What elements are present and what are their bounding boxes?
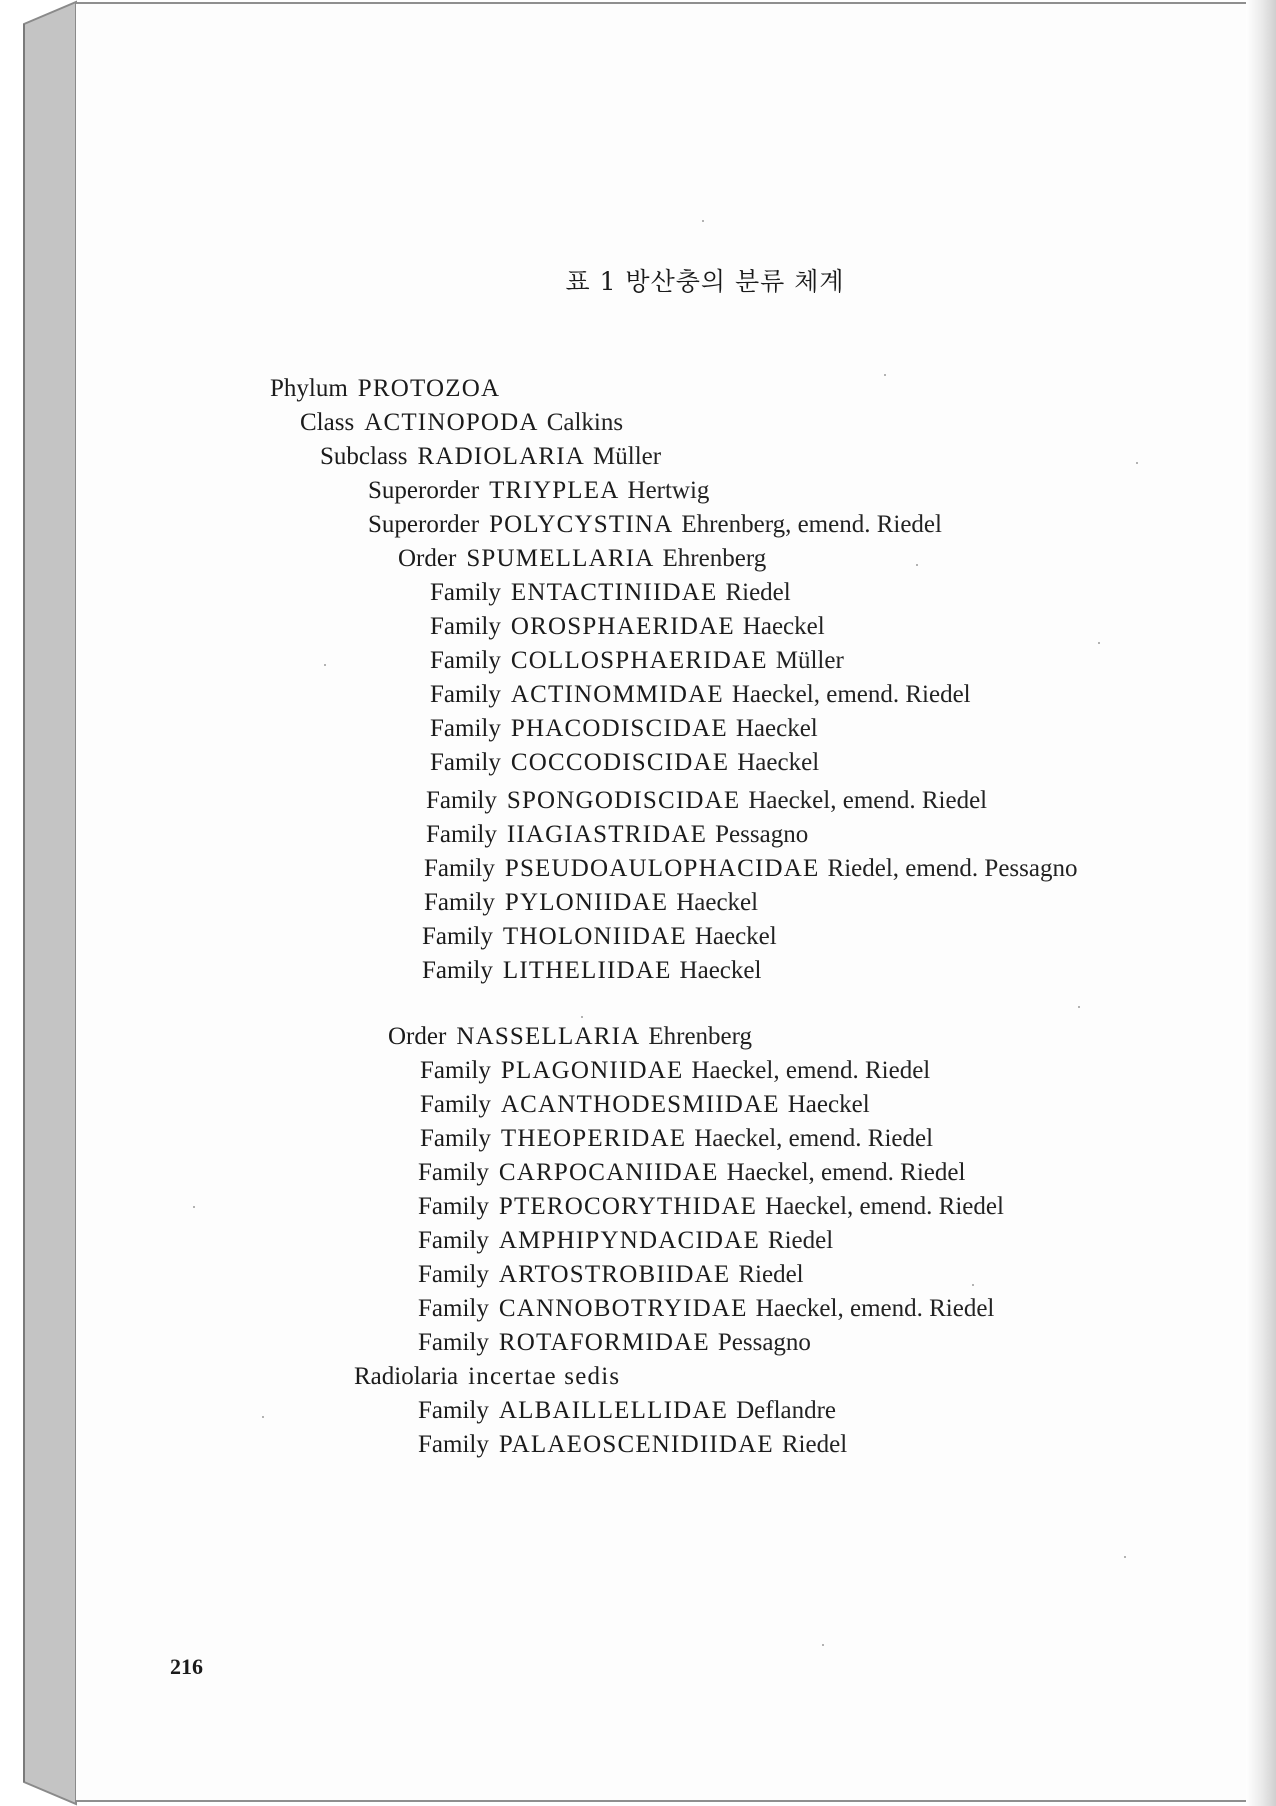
- taxon-rank: Family: [422, 957, 493, 984]
- taxon-rank: Superorder: [368, 477, 480, 504]
- taxon-authority: Riedel, emend. Pessagno: [827, 855, 1078, 882]
- taxon-rank: Family: [420, 1125, 491, 1152]
- taxon-entry: [368, 510, 942, 540]
- taxon-authority: Haeckel: [742, 613, 825, 640]
- table-title: 표 1 방산충의 분류 체계: [565, 267, 845, 296]
- taxon-entry: [430, 680, 971, 710]
- taxon-rank: Family: [418, 1431, 489, 1458]
- taxon-authority: Haeckel, emend. Riedel: [755, 1295, 995, 1322]
- page-number: 216: [170, 1654, 203, 1679]
- taxon-name: SPONGODISCIDAE: [506, 787, 741, 814]
- taxon-name: RADIOLARIA: [417, 443, 586, 470]
- taxon-entry: [418, 1226, 833, 1256]
- taxon-entry: [420, 1056, 930, 1086]
- taxon-authority: Haeckel: [737, 749, 820, 776]
- taxon-name: ROTAFORMIDAE: [498, 1329, 710, 1356]
- taxon-rank: Order: [398, 545, 457, 572]
- taxon-entry: [422, 956, 761, 986]
- taxon-rank: Class: [300, 409, 355, 436]
- taxon-rank: Family: [430, 749, 501, 776]
- taxon-rank: Family: [420, 1057, 491, 1084]
- taxon-rank: Phylum: [270, 375, 348, 402]
- taxon-entry: [418, 1158, 965, 1188]
- taxon-rank: Family: [426, 821, 497, 848]
- taxon-rank: Family: [430, 715, 501, 742]
- taxon-authority: Riedel: [725, 579, 791, 606]
- taxon-entry: [320, 442, 661, 472]
- taxon-rank: Radiolaria: [354, 1363, 459, 1390]
- taxon-name: NASSELLARIA: [456, 1023, 641, 1050]
- taxon-authority: Ehrenberg: [662, 545, 767, 572]
- taxon-name: ARTOSTROBIIDAE: [498, 1261, 731, 1288]
- taxon-name: ACTINOMMIDAE: [510, 681, 724, 708]
- taxon-rank: Family: [418, 1329, 489, 1356]
- taxon-rank: Family: [418, 1261, 489, 1288]
- taxon-entry: [430, 578, 791, 608]
- taxon-authority: Hertwig: [627, 477, 710, 504]
- taxon-name: THOLONIIDAE: [502, 923, 687, 950]
- taxon-entry: [418, 1430, 847, 1460]
- taxon-entry: [426, 820, 808, 850]
- taxon-authority: Riedel: [781, 1431, 848, 1458]
- taxon-authority: Haeckel, emend. Riedel: [726, 1159, 966, 1186]
- taxon-rank: Family: [424, 889, 495, 916]
- taxon-authority: Ehrenberg, emend. Riedel: [681, 511, 942, 538]
- taxon-rank: Family: [418, 1227, 489, 1254]
- taxon-name: PROTOZOA: [357, 375, 501, 402]
- taxon-name: PYLONIIDAE: [504, 889, 669, 916]
- taxon-name: PLAGONIIDAE: [500, 1057, 684, 1084]
- taxon-name: COCCODISCIDAE: [510, 749, 730, 776]
- taxon-name: PHACODISCIDAE: [510, 715, 728, 742]
- taxon-entry: [418, 1328, 811, 1358]
- taxon-authority: Müller: [775, 647, 844, 674]
- taxon-name: THEOPERIDAE: [500, 1125, 687, 1152]
- taxon-authority: Haeckel, emend. Riedel: [765, 1193, 1004, 1220]
- taxon-authority: Pessagno: [717, 1329, 811, 1356]
- taxon-authority: Müller: [593, 443, 662, 470]
- taxon-entry: [430, 612, 825, 642]
- taxon-rank: Family: [430, 647, 501, 674]
- taxon-authority: Haeckel: [735, 715, 818, 742]
- taxon-name: OROSPHAERIDAE: [510, 613, 735, 640]
- taxon-entry: [430, 714, 818, 744]
- taxon-authority: Haeckel: [679, 957, 762, 984]
- taxon-rank: Family: [418, 1397, 489, 1424]
- taxon-entry: [418, 1294, 994, 1324]
- taxon-rank: Family: [420, 1091, 491, 1118]
- taxon-name: PALAEOSCENIDIIDAE: [498, 1431, 774, 1458]
- taxon-rank: Family: [430, 681, 501, 708]
- taxon-entry: [430, 646, 844, 676]
- taxon-name: IIAGIASTRIDAE: [506, 821, 708, 848]
- taxon-entry: [398, 544, 766, 574]
- taxon-name: incertae sedis: [468, 1363, 621, 1390]
- taxon-rank: Superorder: [368, 511, 480, 538]
- taxon-rank: Family: [426, 787, 497, 814]
- taxon-name: LITHELIIDAE: [502, 957, 672, 984]
- taxon-authority: Calkins: [546, 409, 624, 436]
- taxon-entry: [270, 374, 508, 404]
- taxon-rank: Family: [424, 855, 495, 882]
- taxon-name: TRIYPLEA: [489, 477, 620, 504]
- taxon-name: COLLOSPHAERIDAE: [510, 647, 768, 674]
- taxon-name: CARPOCANIIDAE: [498, 1159, 719, 1186]
- taxon-authority: Haeckel: [787, 1091, 870, 1118]
- taxon-rank: Family: [418, 1295, 489, 1322]
- taxon-authority: Riedel: [738, 1261, 804, 1288]
- taxon-authority: Deflandre: [736, 1397, 837, 1424]
- taxon-entry: [420, 1124, 933, 1154]
- taxon-name: POLYCYSTINA: [489, 511, 674, 538]
- taxon-entry: [418, 1192, 1004, 1222]
- taxon-entry: [354, 1362, 628, 1392]
- taxon-entry: [418, 1396, 836, 1426]
- taxon-entry: [368, 476, 709, 506]
- taxon-rank: Family: [430, 579, 501, 606]
- taxon-authority: Haeckel: [676, 889, 759, 916]
- taxon-authority: Haeckel, emend. Riedel: [694, 1125, 934, 1152]
- taxon-name: AMPHIPYNDACIDAE: [498, 1227, 760, 1254]
- taxon-entry: [300, 408, 623, 438]
- taxon-entry: [388, 1022, 752, 1052]
- taxon-authority: Ehrenberg: [648, 1023, 753, 1050]
- taxon-entry: [424, 888, 758, 918]
- taxon-entry: [426, 786, 987, 816]
- taxon-authority: Riedel: [767, 1227, 834, 1254]
- taxon-name: ENTACTINIIDAE: [510, 579, 718, 606]
- taxon-name: ACTINOPODA: [364, 409, 539, 436]
- taxon-rank: Family: [418, 1193, 489, 1220]
- taxon-authority: Haeckel, emend. Riedel: [748, 787, 988, 814]
- taxon-rank: Family: [418, 1159, 489, 1186]
- taxon-entry: [418, 1260, 804, 1290]
- taxon-name: SPUMELLARIA: [466, 545, 655, 572]
- taxon-name: PTEROCORYTHIDAE: [498, 1193, 758, 1220]
- taxon-entry: [422, 922, 777, 952]
- taxon-rank: Order: [388, 1023, 447, 1050]
- taxon-authority: Haeckel: [694, 923, 777, 950]
- taxon-rank: Subclass: [320, 443, 408, 470]
- taxon-authority: Haeckel, emend. Riedel: [731, 681, 971, 708]
- taxon-entry: [420, 1090, 870, 1120]
- taxon-entry: [430, 748, 819, 778]
- taxon-rank: Family: [430, 613, 501, 640]
- taxon-name: CANNOBOTRYIDAE: [498, 1295, 748, 1322]
- taxon-name: ALBAILLELLIDAE: [498, 1397, 729, 1424]
- taxon-name: PSEUDOAULOPHACIDAE: [504, 855, 820, 882]
- taxon-authority: Haeckel, emend. Riedel: [691, 1057, 931, 1084]
- taxon-rank: Family: [422, 923, 493, 950]
- taxon-authority: Pessagno: [715, 821, 809, 848]
- taxon-name: ACANTHODESMIIDAE: [500, 1091, 780, 1118]
- taxon-entry: [424, 854, 1077, 884]
